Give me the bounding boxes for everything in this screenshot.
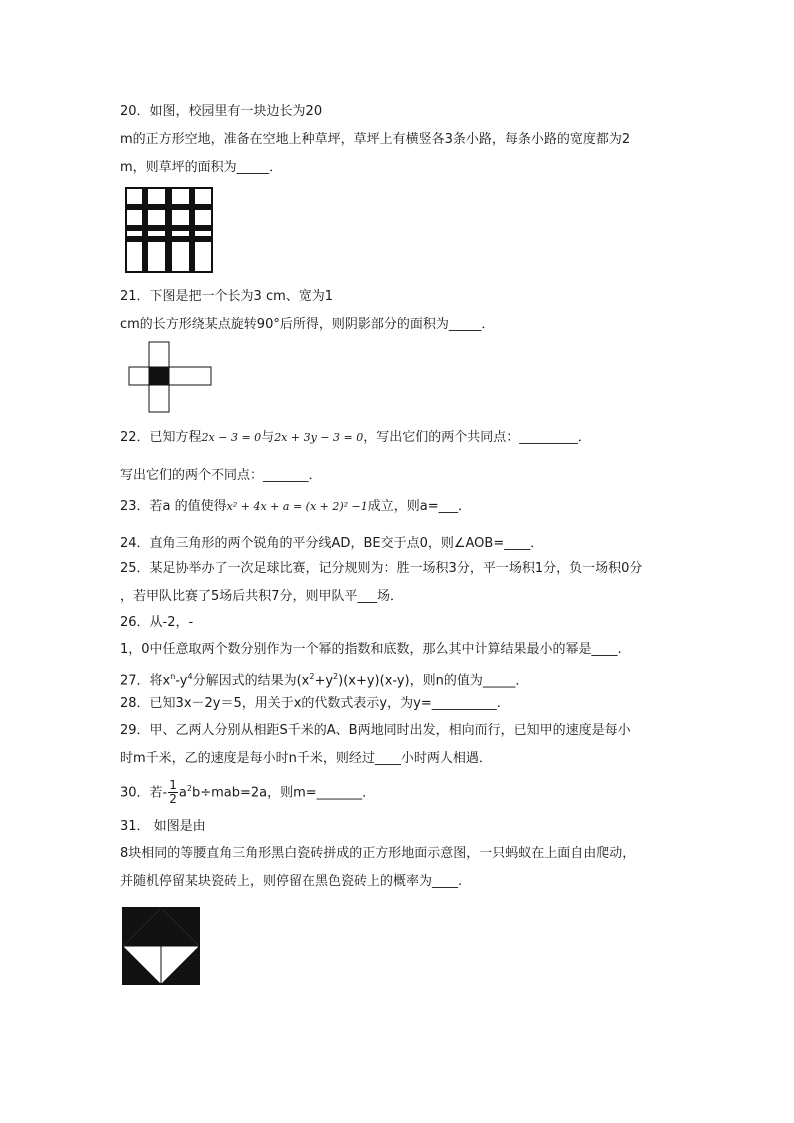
q23-equation: x² + 4x + a = (x + 2)² −1 (226, 500, 368, 513)
diamond-tiles-figure (122, 907, 200, 985)
q26-line1: 26．从-2，- (120, 615, 194, 630)
q20-line1: 20．如图，校园里有一块边长为20 (120, 104, 323, 119)
q27-exponent-n: n (170, 672, 176, 681)
q29-line2: 时m千米，乙的速度是每小时n千米，则经过____小时两人相遇． (120, 751, 492, 766)
q31-line3: 并随机停留某块瓷砖上，则停留在黑色瓷砖上的概率为____. (120, 874, 463, 889)
q23-post: 成立，则a=___． (367, 499, 472, 514)
q23-line (120, 498, 471, 516)
q30-exponent: 2 (186, 784, 192, 793)
q22-equation2: 2x + 3y − 3 = 0 (274, 431, 364, 444)
q22-line2: 写出它们的两个不同点：_______． (120, 468, 322, 483)
q22-line1 (120, 429, 591, 447)
q29-line1: 29．甲、乙两人分别从相距S千米的A、B两地同时出发，相向而行，已知甲的速度是每小 (120, 723, 631, 738)
q27-line (120, 668, 528, 690)
q31-line1: 31． 如图是由 (120, 819, 206, 834)
q22-prefix: 22．已知方程 (120, 430, 202, 445)
q26-line2: 1，0中任意取两个数分别作为一个幂的指数和底数，那么其中计算结果最小的幂是____. (120, 642, 622, 657)
q30-post: b÷mab=2a，则m=_______． (191, 785, 376, 801)
q27-part2: 分解因式的结果为(x (192, 673, 310, 689)
q20-line3: m，则草坪的面积为_____． (120, 160, 283, 175)
q30-numerator: 1 (169, 778, 177, 793)
q30-mid: a (178, 785, 187, 801)
q25-line2: ，若甲队比赛了5场后共积7分，则甲队平___场． (120, 589, 404, 604)
q22-mid: 与 (261, 430, 275, 445)
q22-equation1: 2x − 3 = 0 (201, 431, 262, 444)
q30-line (120, 776, 375, 806)
q25-line1: 25．某足协举办了一次足球比赛，记分规则为：胜一场积3分，平一场积1分，负一场积0分 (120, 561, 643, 576)
q27-exponent-2a: 2 (309, 672, 315, 681)
q30-denominator: 2 (169, 792, 177, 807)
q27-post: )(x+y)(x-y)，则n的值为_____． (338, 673, 529, 689)
q21-line1: 21．下图是把一个长为3 cm、宽为1 (120, 289, 334, 304)
lawn-grid-figure (125, 187, 213, 273)
q24-line: 24．直角三角形的两个锐角的平分线AD，BE交于点0，则∠AOB=____． (120, 536, 544, 551)
q27-exponent-4: 4 (187, 672, 193, 681)
q23-prefix: 23．若a 的值使得 (120, 499, 227, 514)
q28-line: 28．已知3x－2y＝5，用关于x的代数式表示y，为y=__________. (120, 696, 501, 711)
q20-line2: m的正方形空地，准备在空地上种草坪，草坪上有横竖各3条小路，每条小路的宽度都为2 (120, 132, 631, 147)
q31-line2: 8块相同的等腰直角三角形黑白瓷砖拼成的正方形地面示意图，一只蚂蚁在上面自由爬动， (120, 846, 636, 861)
rotated-rectangle-figure (127, 341, 213, 413)
q21-line2: cm的长方形绕某点旋转90°后所得，则阴影部分的面积为_____． (120, 317, 495, 332)
q27-part1: -y (175, 673, 188, 689)
q30-prefix: 30．若- (120, 785, 168, 801)
q22-post: ，写出它们的两个共同点：_________． (363, 430, 591, 445)
q27-prefix: 27．将x (120, 673, 171, 689)
q27-part3: +y (314, 673, 334, 689)
q27-exponent-2b: 2 (333, 672, 339, 681)
q30-fraction (168, 779, 178, 806)
